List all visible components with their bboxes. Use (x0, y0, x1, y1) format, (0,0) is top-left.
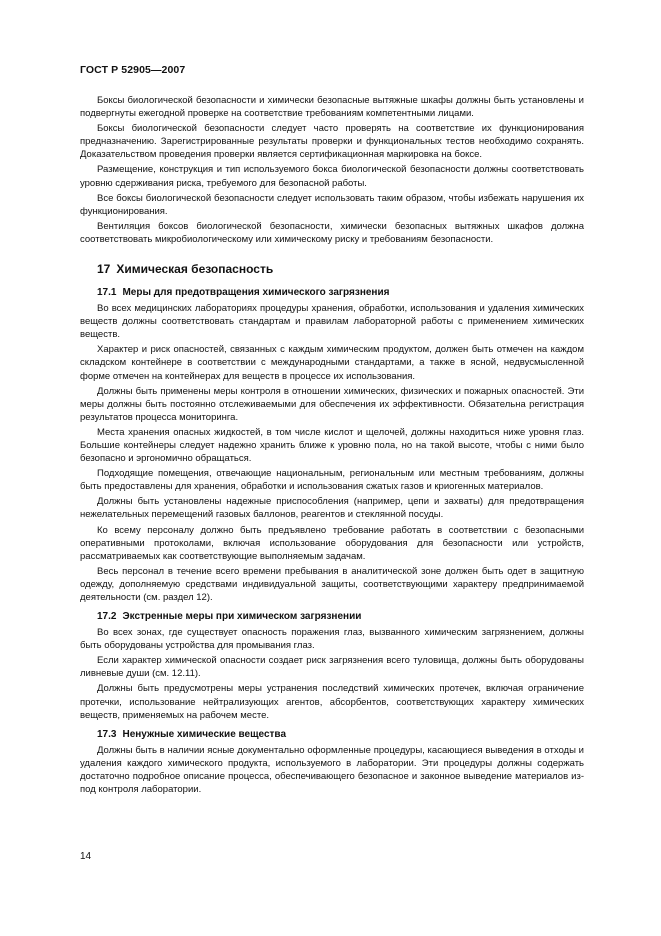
paragraph: Подходящие помещения, отвечающие национальным, региональным или местным требованиям, должны быть предоставлены для хранения, обработки и использования сжатых газов и криогенных материалов. (80, 468, 584, 493)
paragraph: Должны быть установлены надежные приспособления (например, цепи и захваты) для предотвращения нежелательных перемещений газовых баллонов, реагентов и стеклянной посуды. (80, 496, 584, 521)
paragraph: Должны быть применены меры контроля в отношении химических, физических и пожарных опасностей. Эти меры должны быть постоянно отслеживаемыми для обеспечения их эффективности. Обязательна регистрация результатов процесса мониторинга. (80, 385, 584, 423)
paragraph: Во всех медицинских лабораториях процедуры хранения, обработки, использования и удаления химических веществ должны соответствовать стандартам и правилам лабораторной работы с применением химических веществ. (80, 303, 584, 341)
subsection-heading (80, 611, 584, 622)
paragraph: Во всех зонах, где существует опасность поражения глаз, вызванного химическим загрязнением, должны быть оборудованы устройства для промывания глаз. (80, 627, 584, 652)
paragraph: Если характер химической опасности создает риск загрязнения всего туловища, должны быть оборудованы ливневые души (см. 12.11). (80, 655, 584, 680)
subsection-heading (80, 287, 584, 298)
subsection-heading (80, 729, 584, 740)
paragraph: Боксы биологической безопасности и химически безопасные вытяжные шкафы должны быть установлены и подвергнуты ежегодной проверке на соответствие требованиям компетентными лицами. (80, 95, 584, 120)
subsection-title: Меры для предотвращения химического загрязнения (122, 287, 390, 299)
paragraph: Вентиляция боксов биологической безопасности, химически безопасных вытяжных шкафов должна соответствовать микробиологическому или химическому риску и требованиям безопасности. (80, 220, 584, 245)
page-number: 14 (80, 851, 92, 862)
subsection-title: Ненужные химические вещества (122, 728, 287, 740)
subsection-number: 17.2 (97, 611, 117, 623)
paragraph: Ко всему персоналу должно быть предъявлено требование работать в соответствии с безопасными оперативными протоколами, включая использование оборудования для безопасности или устройств, рассматриваемых как соответствующие выполняемым задачам. (80, 524, 584, 562)
section-number: 17 (97, 262, 111, 277)
subsection-number: 17.1 (97, 287, 117, 299)
subsection-number: 17.3 (97, 728, 117, 740)
document-header: ГОСТ Р 52905—2007 (80, 64, 186, 76)
section-title: Химическая безопасность (116, 262, 274, 277)
paragraph: Места хранения опасных жидкостей, в том числе кислот и щелочей, должны находиться ниже уровня глаз. Большие контейнеры следует надежно хранить ближе к уровню пола, но на такой высоте, чтобы с ними было безопасно и эргономично обращаться. (80, 426, 584, 465)
paragraph: Боксы биологической безопасности следует часто проверять на соответствие их функционирования предназначению. Зарегистрированные результаты проверки и функциональных тестов необходимо сохранять. Доказательством проведения проверки является сертификационная маркировка на боксе. (80, 123, 584, 161)
paragraph: Должны быть в наличии ясные документально оформленные процедуры, касающиеся выведения в отходы и удаления каждого химического продукта, используемого в лаборатории. Эти процедуры должны содержать достаточно подробное описание процесса, обеспечивающего безопасное и законное выведение материалов из-под контроля лаборатории. (80, 744, 584, 796)
paragraph: Весь персонал в течение всего времени пребывания в аналитической зоне должен быть одет в защитную одежду, дополняемую средствами индивидуальной защиты, соответствующими характеру предпринимаемой деятельности (см. раздел 12). (80, 565, 584, 603)
paragraph: Должны быть предусмотрены меры устранения последствий химических протечек, включая ограничение протечки, использование нейтрализующих агентов, абсорбентов, соответствующих характеру химических веществ, применяемых на рабочем месте. (80, 683, 584, 721)
paragraph: Характер и риск опасностей, связанных с каждым химическим продуктом, должен быть отмечен на каждом складском контейнере в соответствии с международными стандартами, а также в ясной, недвусмысленной форме отмечен на контейнерах для веществ в процессе их использования. (80, 344, 584, 382)
section-heading (80, 262, 584, 276)
paragraph: Размещение, конструкция и тип используемого бокса биологической безопасности должны соответствовать уровню сдерживания риска, требуемого для безопасной работы. (80, 164, 584, 189)
subsection-title: Экстренные меры при химическом загрязнении (122, 611, 362, 623)
document-body (80, 94, 584, 798)
paragraph: Все боксы биологической безопасности следует использовать таким образом, чтобы избежать нарушения их функционирования. (80, 192, 584, 217)
